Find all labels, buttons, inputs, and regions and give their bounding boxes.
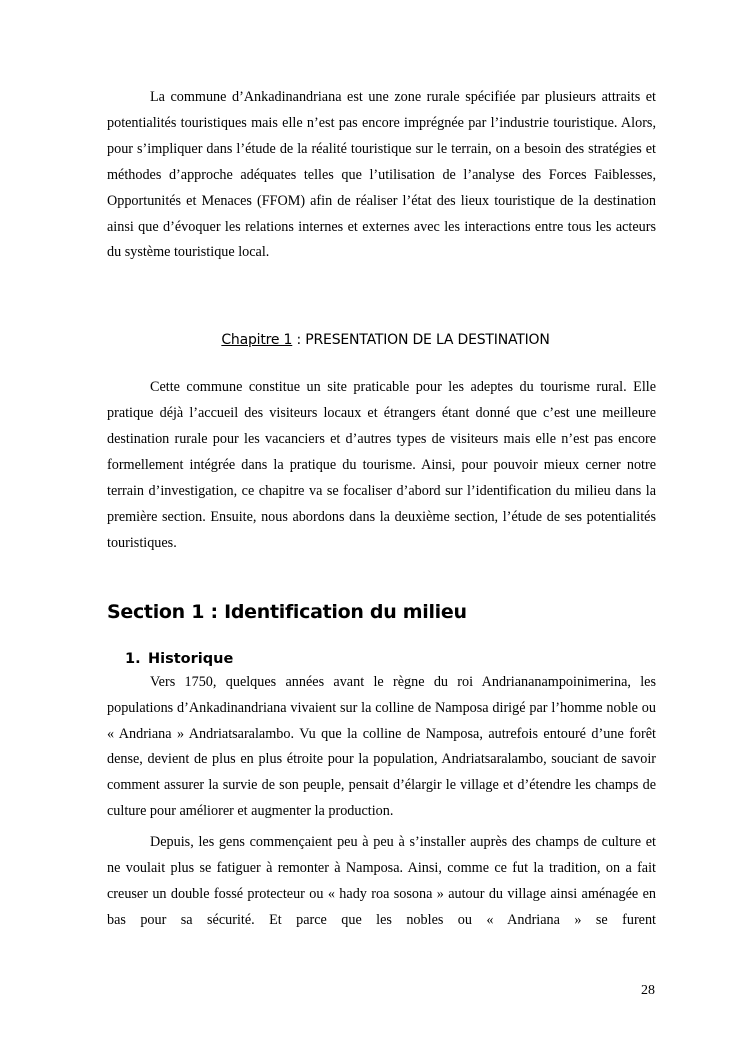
spacer bbox=[107, 348, 656, 375]
section-heading: Section 1 : Identification du milieu bbox=[107, 600, 467, 623]
page-number: 28 bbox=[641, 983, 655, 998]
document-page bbox=[107, 85, 656, 934]
historique-paragraph-2: Depuis, les gens commençaient peu à peu à s’installer auprès des champs de culture et ne voulait plus se fatiguer à remonter à Namposa. Ainsi, comme ce fut la tradition, on a fait creuser un double fossé protecteur ou « hady roa sosona » autour du village ainsi aménagée en bas pour sa sécurité. Et parce que les nobles ou « Andriana » se furent bbox=[107, 834, 656, 928]
subsection-heading bbox=[107, 648, 656, 670]
chapter-title: : PRESENTATION DE LA DESTINATION bbox=[292, 332, 550, 349]
subsection-number: 1. bbox=[125, 650, 141, 667]
chapter-heading bbox=[107, 332, 656, 348]
chapter-label: Chapitre 1 bbox=[221, 332, 293, 349]
historique-paragraph-1: Vers 1750, quelques années avant le règne du roi Andriananampoinimerina, les populations d’Ankadinandriana vivaient sur la colline de Namposa dirigé par l’homme noble ou « Andriana » Andriatsaralambo. Vu que la colline de Namposa, autrefois entouré d’une forêt dense, devient de plus en plus étroite pour la population, Andriatsaralambo, souciant de savoir comment assurer la survie de son peuple, pensait d’élargir le village et d’étendre les champs de culture pour améliorer et augmenter la production. bbox=[107, 673, 656, 820]
chapter-intro-paragraph: Cette commune constitue un site praticable pour les adeptes du tourisme rural. Elle pratique déjà l’accueil des visiteurs locaux et étrangers étant donné que c’est une meilleure destination rurale pour les vacanciers et d’autres types de visiteurs mais elle n’est pas encore formellement intégrée dans la pratique du tourisme. Ainsi, pour pouvoir mieux cerner notre terrain d’investigation, ce chapitre va se focaliser d’abord sur l’identification du milieu dans la première section. Ensuite, nous abordons dans la deuxième section, l’étude de ses potentialités touristiques. bbox=[107, 379, 656, 551]
spacer bbox=[107, 266, 656, 332]
spacer bbox=[107, 557, 656, 601]
intro-paragraph: La commune d’Ankadinandriana est une zone rurale spécifiée par plusieurs attraits et potentialités touristiques mais elle n’est pas encore imprégnée par l’industrie touristique. Alors, pour s’impliquer dans l’étude de la réalité touristique sur le terrain, on a besoin des stratégies et méthodes d’approche adéquates telles que l’utilisation de l’analyse des Forces Faiblesses, Opportunités et Menaces (FFOM) afin de réaliser l’état des lieux touristique de la destination ainsi que d’évoquer les relations internes et externes avec les interactions entre tous les acteurs du système touristique local. bbox=[107, 89, 656, 261]
subsection-title: Historique bbox=[148, 650, 234, 667]
spacer bbox=[107, 623, 656, 648]
